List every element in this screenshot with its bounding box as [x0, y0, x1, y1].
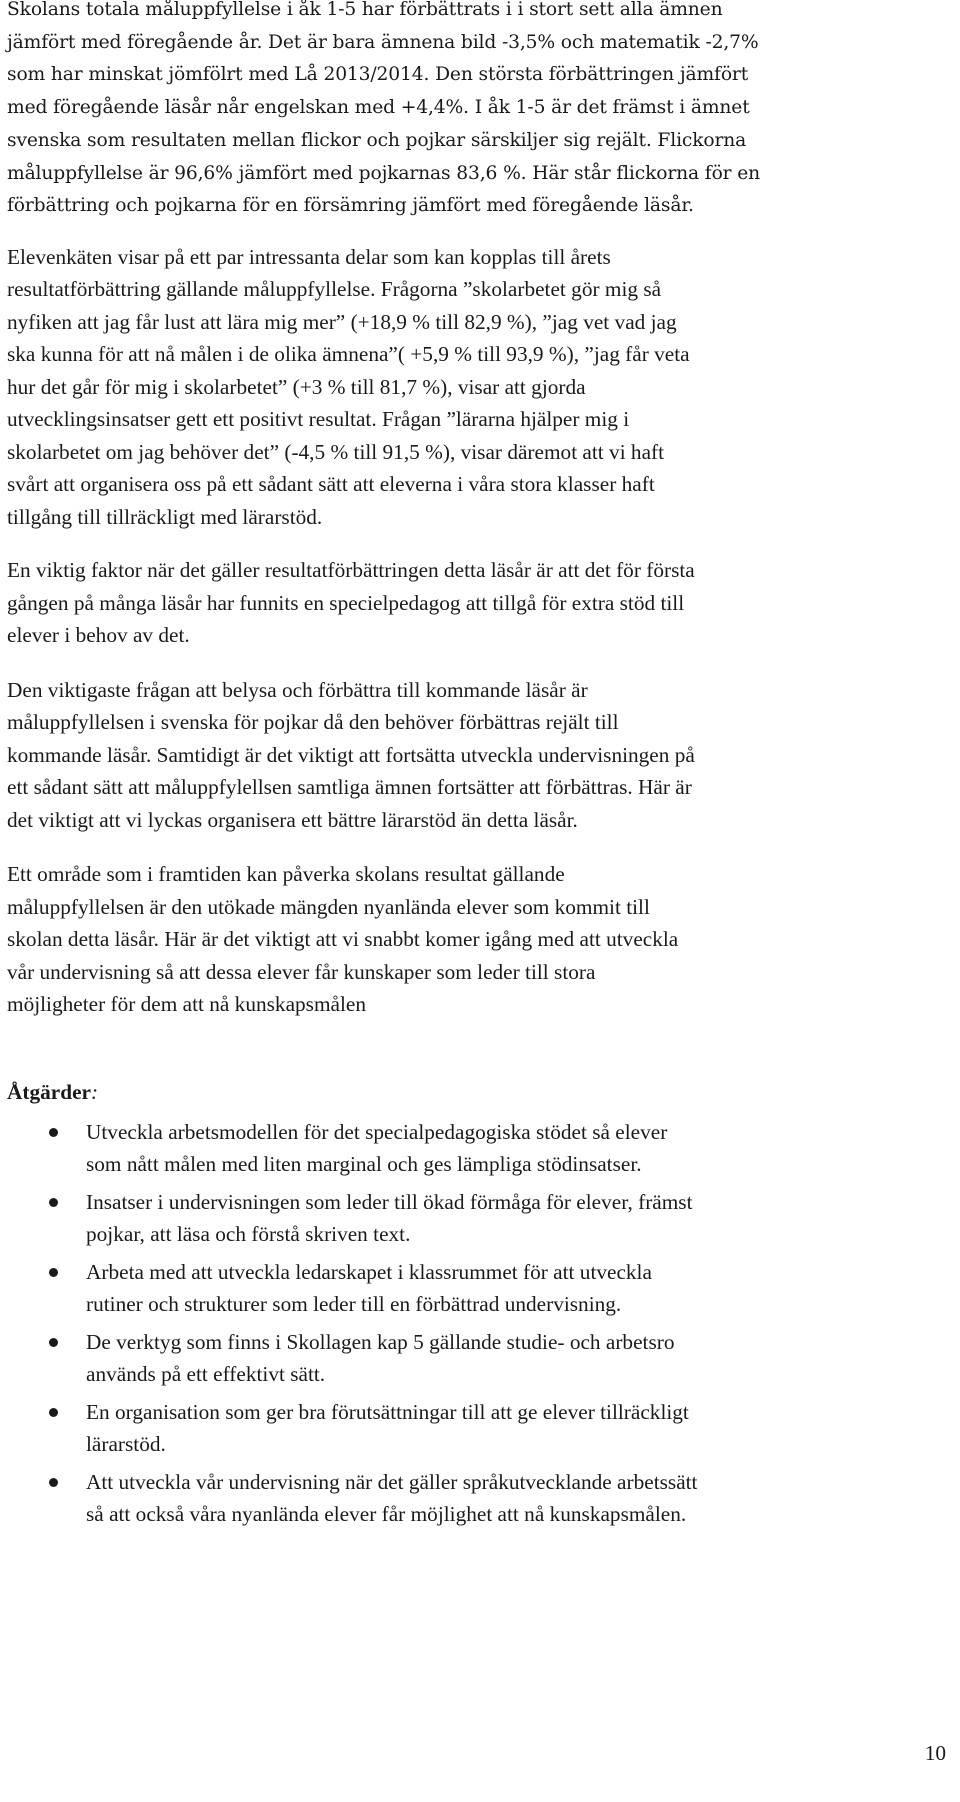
- paragraph-line: det viktigt att vi lyckas organisera ett bättre lärarstöd än detta läsår.: [7, 807, 578, 832]
- page-number: 10: [924, 1741, 946, 1765]
- list-item: [7, 1186, 955, 1251]
- list-item-line: Utveckla arbetsmodellen för det specialpedagogiska stödet så elever: [86, 1119, 668, 1144]
- paragraph-line: vår undervisning så att dessa elever får kunskaper som leder till stora: [7, 959, 596, 984]
- list-item-line: Att utveckla vår undervisning när det gäller språkutvecklande arbetssätt: [86, 1469, 698, 1494]
- bullet-icon: [49, 1198, 58, 1207]
- bullet-icon: [49, 1408, 58, 1417]
- bullet-icon: [49, 1128, 58, 1137]
- paragraph-student-survey: [7, 241, 955, 534]
- paragraph-newcomers: [7, 858, 955, 1021]
- paragraph-line: som har minskat jömfölrt med Lå 2013/2014. Den största förbättringen jämfört: [7, 64, 749, 86]
- paragraph-line: jämfört med föregående år. Det är bara ämnena bild -3,5% och matematik -2,7%: [7, 31, 759, 53]
- list-item-line: En organisation som ger bra förutsättningar till att ge elever tillräckligt: [86, 1399, 689, 1424]
- list-item-line: används på ett effektivt sätt.: [86, 1362, 326, 1387]
- paragraph-line: resultatförbättring gällande måluppfyllelse. Frågorna ”skolarbetet gör mig så: [7, 277, 662, 302]
- paragraph-line: utvecklingsinsatser gett ett positivt resultat. Frågan ”lärarna hjälper mig i: [7, 407, 630, 432]
- paragraph-line: svenska som resultaten mellan flickor och pojkar särskiljer sig rejält. Flickorna: [7, 129, 747, 151]
- paragraph-key-question: [7, 674, 955, 837]
- paragraph-line: måluppfyllelsen i svenska för pojkar då den behöver förbättras rejält till: [7, 710, 619, 735]
- paragraph-line: kommande läsår. Samtidigt är det viktigt att fortsätta utveckla undervisningen på: [7, 742, 695, 767]
- list-item-line: pojkar, att läsa och förstå skriven text.: [86, 1222, 411, 1247]
- list-item-line: rutiner och strukturer som leder till en förbättrad undervisning.: [86, 1292, 622, 1317]
- paragraph-line: En viktig faktor när det gäller resultatförbättringen detta läsår är att det för första: [7, 558, 695, 583]
- paragraph-special-educator: [7, 554, 955, 652]
- list-item-line: Insatser i undervisningen som leder till ökad förmåga för elever, främst: [86, 1189, 693, 1214]
- paragraph-line: ska kunna för att nå målen i de olika ämnena”( +5,9 % till 93,9 %), ”jag får veta: [7, 342, 690, 367]
- paragraph-line: ett sådant sätt att måluppfylellsen samtliga ämnen fortsätter att förbättras. Här är: [7, 775, 692, 800]
- paragraph-line: nyfiken att jag får lust att lära mig mer” (+18,9 % till 82,9 %), ”jag vet vad jag: [7, 309, 677, 334]
- list-item-line: så att också våra nyanlända elever får möjlighet att nå kunskapsmålen.: [86, 1502, 687, 1527]
- list-item: [7, 1396, 955, 1461]
- paragraph-line: förbättring och pojkarna för en försämring jämfört med föregående läsår.: [7, 195, 694, 217]
- paragraph-line: måluppfyllelsen är den utökade mängden nyanlända elever som kommit till: [7, 894, 650, 919]
- measures-heading-colon: :: [90, 1079, 99, 1104]
- list-item: [7, 1326, 955, 1391]
- measures-list: [7, 1116, 955, 1531]
- paragraph-line: tillgång till tillräckligt med lärarstöd.: [7, 504, 323, 529]
- list-item: [7, 1116, 955, 1181]
- paragraph-line: skolarbetet om jag behöver det” (-4,5 % till 91,5 %), visar däremot att vi haft: [7, 439, 665, 464]
- paragraph-line: svårt att organisera oss på ett sådant sätt att eleverna i våra stora klasser haft: [7, 472, 655, 497]
- measures-heading: [7, 1076, 955, 1108]
- bullet-icon: [49, 1478, 58, 1487]
- bullet-icon: [49, 1338, 58, 1347]
- list-item: [7, 1256, 955, 1321]
- paragraph-line: Skolans totala måluppfyllelse i åk 1-5 har förbättrats i i stort sett alla ämnen: [7, 0, 723, 20]
- paragraph-line: elever i behov av det.: [7, 623, 190, 648]
- paragraph-line: möjligheter för dem att nå kunskapsmålen: [7, 992, 366, 1017]
- paragraph-line: med föregående läsår når engelskan med +4,4%. I åk 1-5 är det främst i ämnet: [7, 97, 750, 119]
- list-item: [7, 1466, 955, 1531]
- paragraph-line: gången på många läsår har funnits en specielpedagog att tillgå för extra stöd till: [7, 590, 685, 615]
- paragraph-line: Elevenkäten visar på ett par intressanta delar som kan kopplas till årets: [7, 244, 611, 269]
- paragraph-line: måluppfyllelse är 96,6% jämfört med pojkarnas 83,6 %. Här står flickorna för en: [7, 162, 761, 184]
- measures-heading-text: Åtgärder: [7, 1079, 91, 1104]
- paragraph-line: skolan detta läsår. Här är det viktigt att vi snabbt komer igång med att utveckla: [7, 927, 679, 952]
- paragraph-line: Ett område som i framtiden kan påverka skolans resultat gällande: [7, 862, 565, 887]
- list-item-line: De verktyg som finns i Skollagen kap 5 gällande studie- och arbetsro: [86, 1329, 675, 1354]
- bullet-icon: [49, 1268, 58, 1277]
- list-item-line: lärarstöd.: [86, 1432, 166, 1457]
- paragraph-line: hur det går för mig i skolarbetet” (+3 % till 81,7 %), visar att gjorda: [7, 374, 586, 399]
- list-item-line: som nått målen med liten marginal och ges lämpliga stödinsatser.: [86, 1152, 642, 1177]
- list-item-line: Arbeta med att utveckla ledarskapet i klassrummet för att utveckla: [86, 1259, 652, 1284]
- page-content: [7, 0, 955, 1536]
- paragraph-line: Den viktigaste frågan att belysa och förbättra till kommande läsår är: [7, 677, 588, 702]
- paragraph-results-summary: [7, 0, 955, 223]
